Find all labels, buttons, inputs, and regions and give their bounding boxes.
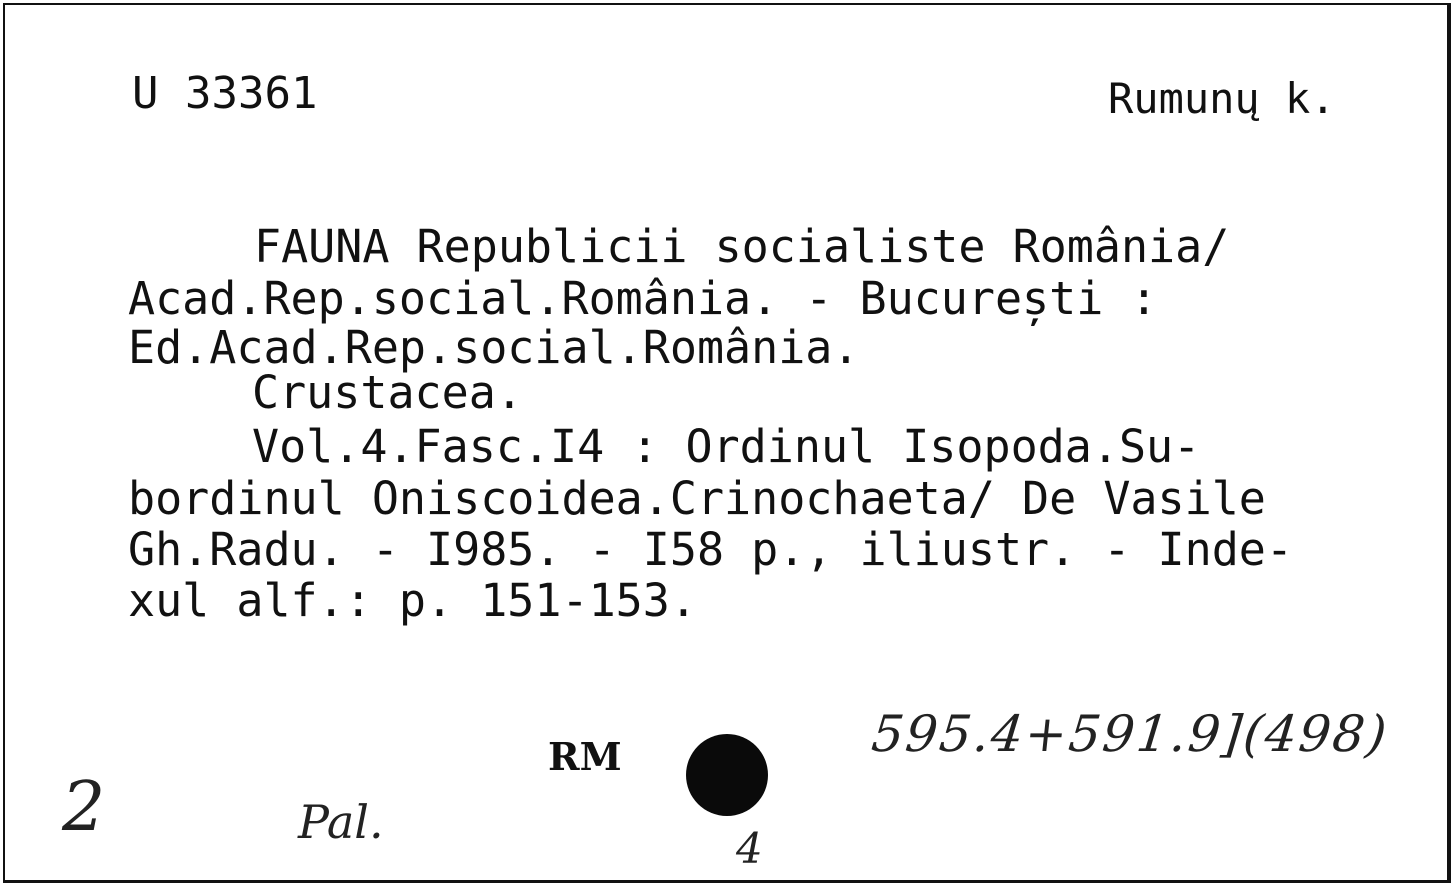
body-line-6: bordinul Oniscoidea.Crinochaeta/ De Vasile	[128, 472, 1266, 525]
body-line-8: xul alf.: p. 151-153.	[128, 574, 697, 627]
filled-circle-mark	[686, 734, 768, 816]
classification-number: 595.4+591.9](498)	[868, 705, 1392, 763]
body-line-4: Crustacea.	[252, 366, 523, 419]
handwritten-note: Pal.	[298, 795, 384, 849]
body-line-5: Vol.4.Fasc.I4 : Ordinul Isopoda.Su-	[252, 420, 1201, 473]
handwritten-number-bottom: 4	[736, 824, 763, 873]
body-line-2: Acad.Rep.social.România. - București :	[128, 272, 1158, 325]
handwritten-number-left: 2	[62, 768, 106, 847]
call-number: U 33361	[132, 68, 318, 119]
body-line-1: FAUNA Republicii socialiste România/	[254, 220, 1230, 273]
body-line-7: Gh.Radu. - I985. - I58 p., iliustr. - Inde-	[128, 523, 1293, 576]
rm-stamp: RM	[548, 734, 622, 779]
location-label: Rumunų k.	[1108, 74, 1336, 123]
body-line-3: Ed.Acad.Rep.social.România.	[128, 321, 860, 374]
